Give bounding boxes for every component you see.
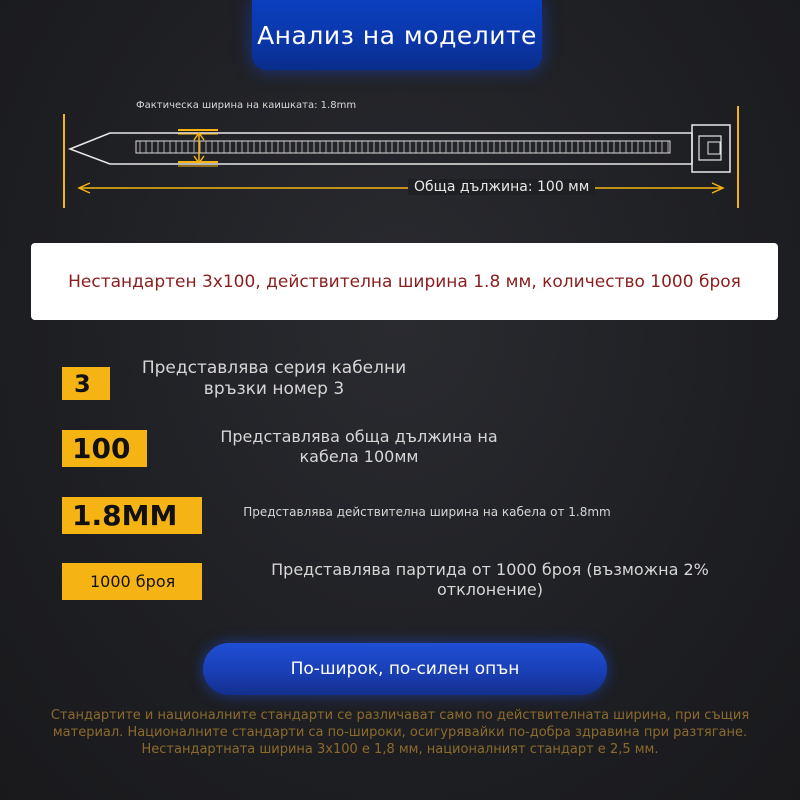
spec-desc-quantity: Представлява партида от 1000 броя (възможна 2% отклонение) — [271, 560, 709, 599]
footer-note: Стандартите и националните стандарти се различават само по действителната ширина, при същия материал. Националните стандарти са по-широки, осигурявайки по-добра здравина при разтягане. Нестандартната ширина 3x100 е 1,8 мм, националният стандарт е 2,5 мм. — [50, 708, 750, 757]
strength-pill — [203, 643, 607, 695]
spec-desc-width: Представлява действителна ширина на кабела от 1.8mm — [243, 505, 611, 519]
teeth — [140, 141, 668, 153]
spec-badge-series: 3 — [62, 367, 110, 400]
cable-tie-diagram — [0, 0, 800, 220]
spec-badge-length: 100 — [62, 430, 147, 467]
tie-head — [692, 125, 730, 172]
cable-tie-drawing — [0, 0, 800, 220]
spec-badge-width: 1.8MM — [62, 497, 202, 534]
width-label: Фактическа ширина на каишката: 1.8mm — [136, 100, 357, 111]
model-banner — [31, 243, 778, 320]
spec-badge-quantity: 1000 броя — [62, 563, 202, 600]
pill-label: По-широк, по-силен опън — [290, 659, 520, 679]
length-label: Обща дължина: 100 мм — [408, 179, 595, 195]
spec-desc-series: Представлява серия кабелни връзки номер 3 — [141, 358, 407, 400]
tie-body — [70, 133, 692, 164]
banner-text: Нестандартен 3x100, действителна ширина 1.8 мм, количество 1000 броя — [68, 271, 741, 292]
spec-desc-length: Представлява обща дължина на кабела 100мм — [220, 427, 498, 466]
page-title: Анализ на моделите — [257, 20, 537, 50]
